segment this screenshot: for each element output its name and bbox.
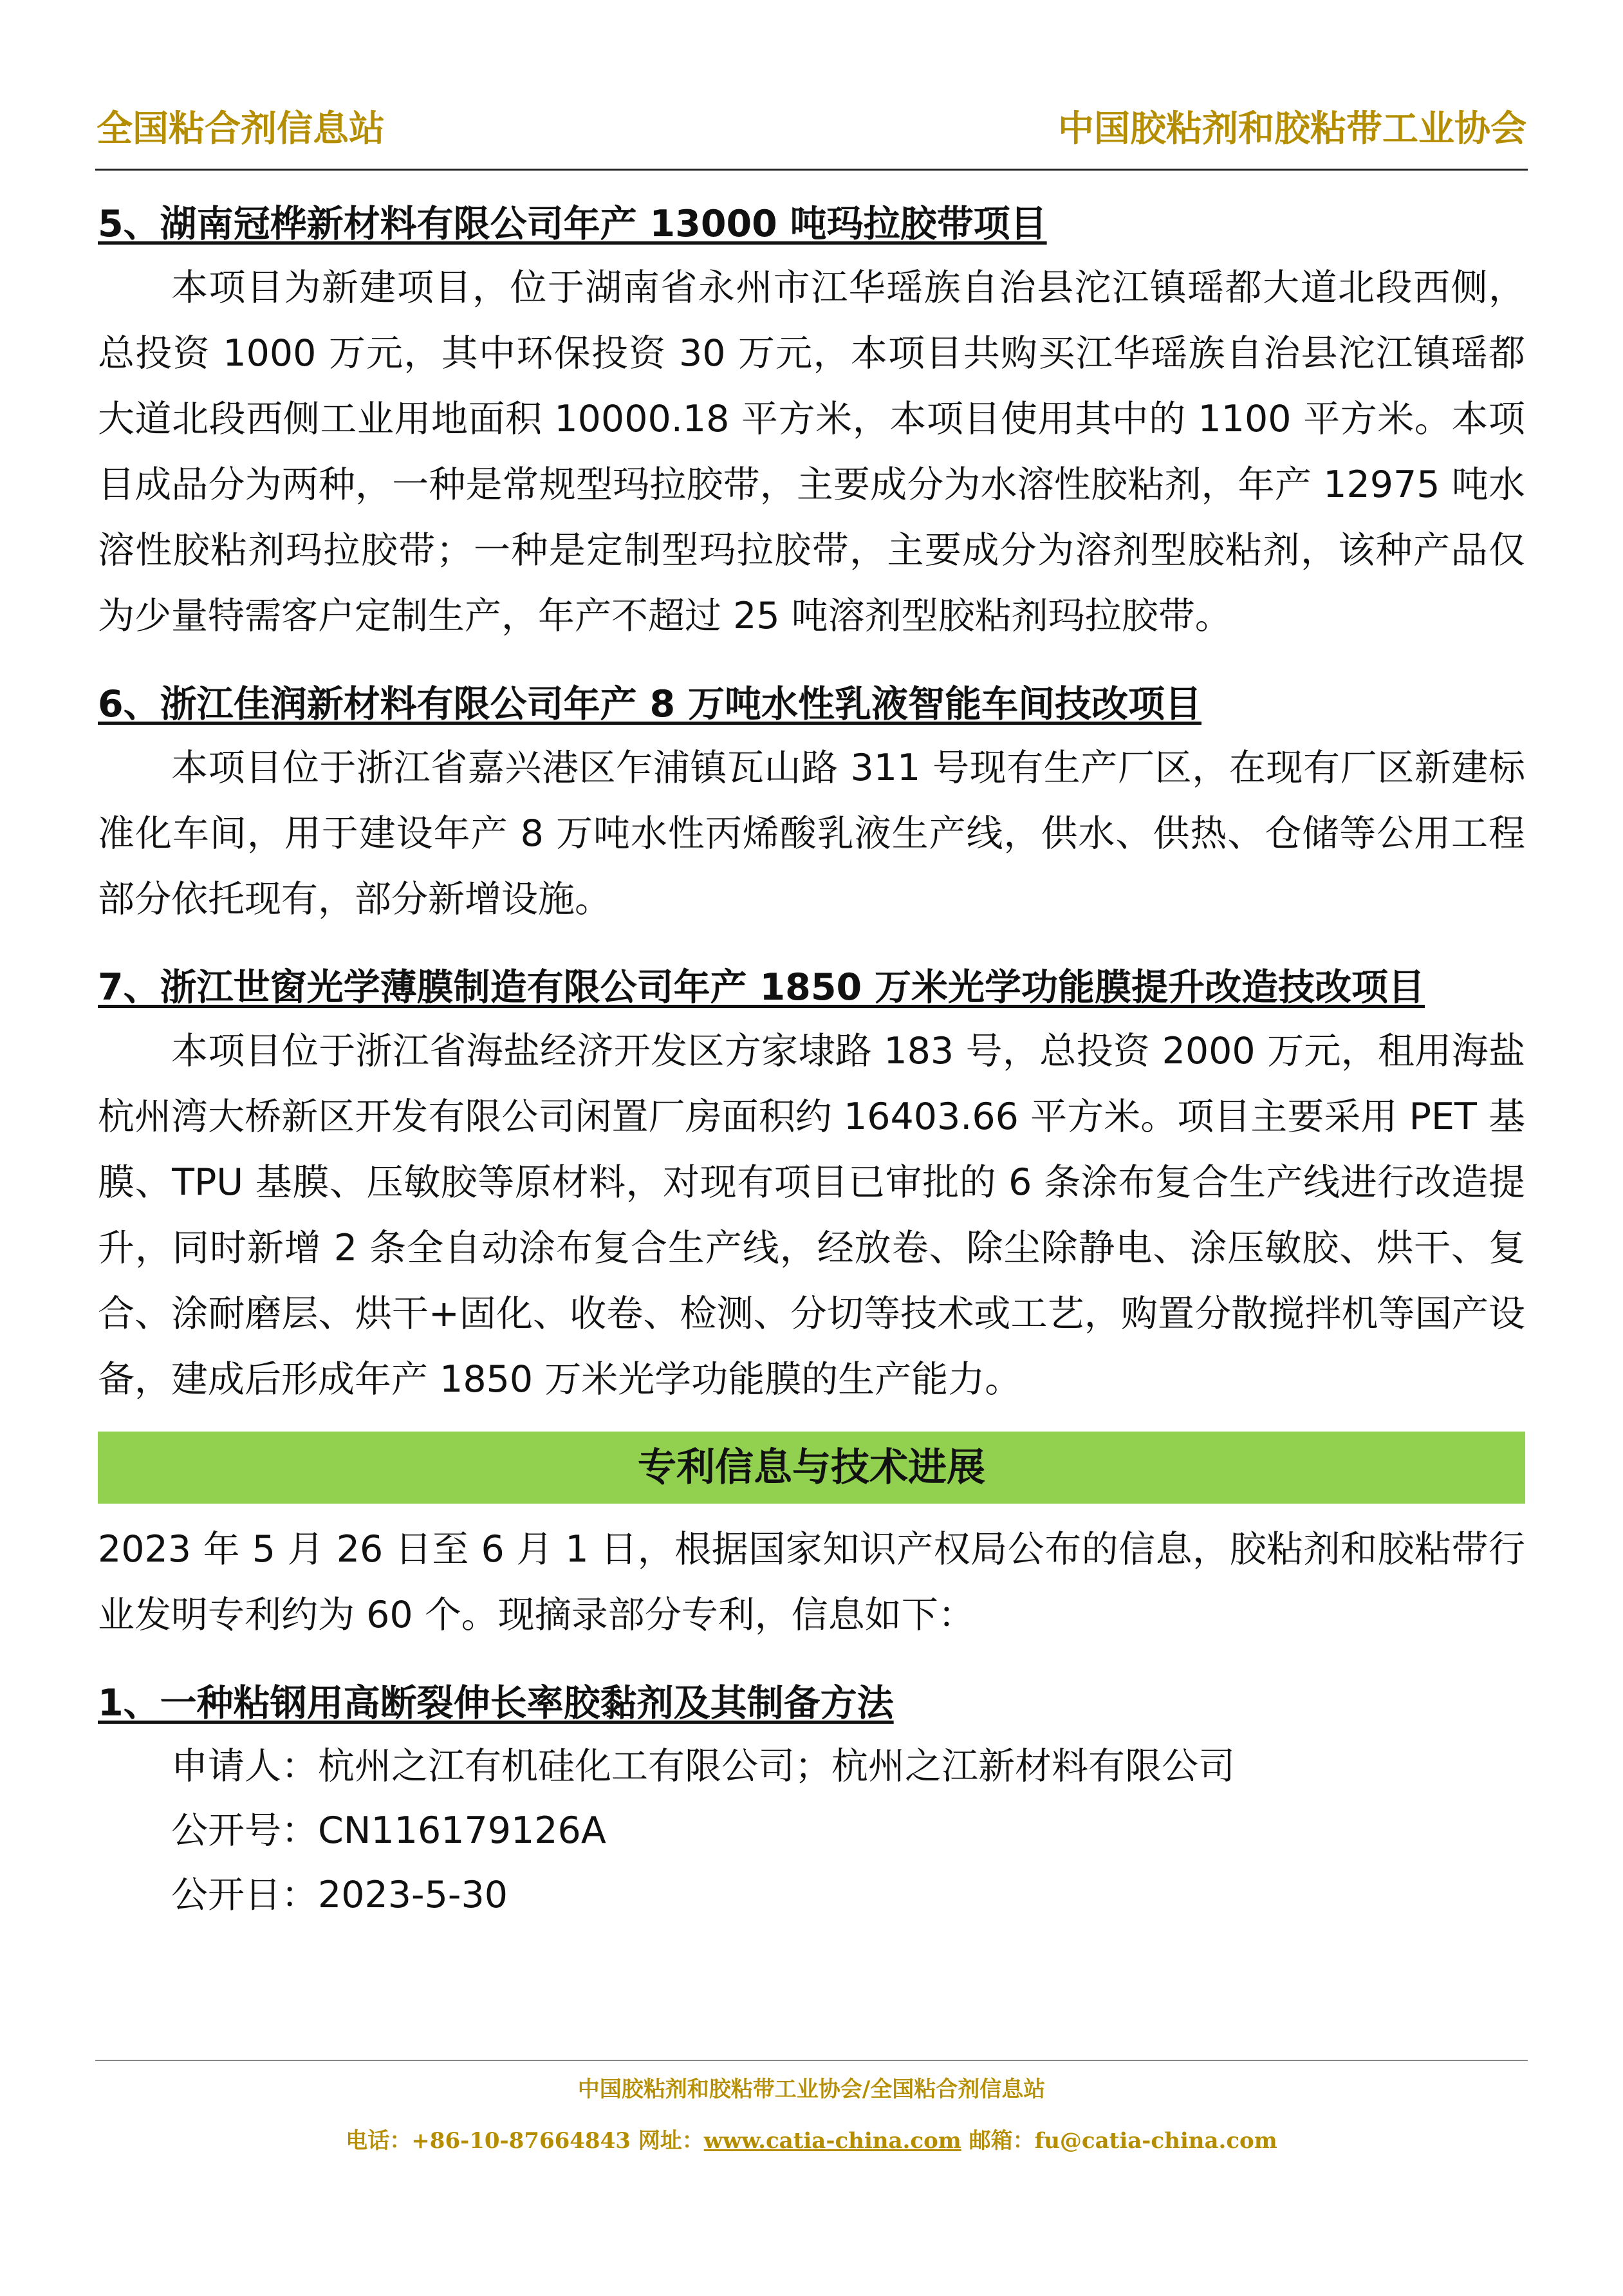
patent-publication-number: 公开号：CN116179126A xyxy=(171,1809,606,1852)
patent-publication-date: 公开日：2023-5-30 xyxy=(171,1874,508,1916)
section-title-5: 5、湖南冠桦新材料有限公司年产 13000 吨玛拉胶带项目 xyxy=(98,203,1047,245)
spacer xyxy=(98,932,1525,957)
footer-organization: 中国胶粘剂和胶粘带工业协会/全国粘合剂信息站 xyxy=(577,2077,1046,2102)
header-left-title: 全国粘合剂信息站 xyxy=(97,107,385,150)
section-body-7: 本项目位于浙江省海盐经济开发区方家埭路 183 号，总投资 2000 万元，租用海盐杭州湾大桥新区开发有限公司闲置厂房面积约 16403.66 平方米。项目主要采用 PET 基膜、TPU 基膜、压敏胶等原材料，对现有项目已审批的 6 条涂布复合生产线进行改造提升，同时新增 2 条全自动涂布复合生产线，经放卷、除尘除静电、涂压敏胶、烘干、复合、涂耐磨层、烘干+固化、收卷、检测、分切等技术或工艺，购置分散搅拌机等国产设备，建成后形成年产 1850 万米光学功能膜的生产能力。 xyxy=(98,1030,1525,1401)
footer-website-link[interactable]: www.catia-china.com xyxy=(703,2128,961,2154)
footer-email: 邮箱：fu@catia-china.com xyxy=(961,2128,1277,2154)
section-title-6: 6、浙江佳润新材料有限公司年产 8 万吨水性乳液智能车间技改项目 xyxy=(98,683,1202,725)
patent-title: 1、一种粘钢用高断裂伸长率胶黏剂及其制备方法 xyxy=(98,1682,894,1724)
footer-phone: 电话：+86-10-87664843 网址： xyxy=(346,2128,704,2154)
spacer xyxy=(98,1648,1525,1672)
section-banner: 专利信息与技术进展 xyxy=(98,1432,1525,1504)
footer-contact xyxy=(0,2123,1623,2154)
page-content xyxy=(98,193,1525,1927)
section-title-7: 7、浙江世窗光学薄膜制造有限公司年产 1850 万米光学功能膜提升改造技改项目 xyxy=(98,966,1425,1009)
header-right-title: 中国胶粘剂和胶粘带工业协会 xyxy=(1058,107,1526,150)
patent-applicant: 申请人：杭州之江有机硅化工有限公司；杭州之江新材料有限公司 xyxy=(171,1745,1235,1787)
patent-intro: 2023 年 5 月 26 日至 6 月 1 日，根据国家知识产权局公布的信息，胶粘剂和胶粘带行业发明专利约为 60 个。现摘录部分专利，信息如下： xyxy=(98,1528,1525,1636)
spacer xyxy=(98,649,1525,673)
section-body-5: 本项目为新建项目，位于湖南省永州市江华瑶族自治县沱江镇瑶都大道北段西侧，总投资 1000 万元，其中环保投资 30 万元，本项目共购买江华瑶族自治县沱江镇瑶都大道北段西侧工业用地面积 10000.18 平方米，本项目使用其中的 1100 平方米。本项目成品分为两种，一种是常规型玛拉胶带，主要成分为水溶性胶粘剂，年产 12975 吨水溶性胶粘剂玛拉胶带；一种是定制型玛拉胶带，主要成分为溶剂型胶粘剂，该种产品仅为少量特需客户定制生产，年产不超过 25 吨溶剂型胶粘剂玛拉胶带。 xyxy=(98,266,1525,637)
footer-divider xyxy=(95,2060,1528,2061)
header-divider xyxy=(95,169,1528,171)
section-body-6: 本项目位于浙江省嘉兴港区乍浦镇瓦山路 311 号现有生产厂区，在现有厂区新建标准化车间，用于建设年产 8 万吨水性丙烯酸乳液生产线，供水、供热、仓储等公用工程部分依托现有，部分新增设施。 xyxy=(98,747,1525,920)
